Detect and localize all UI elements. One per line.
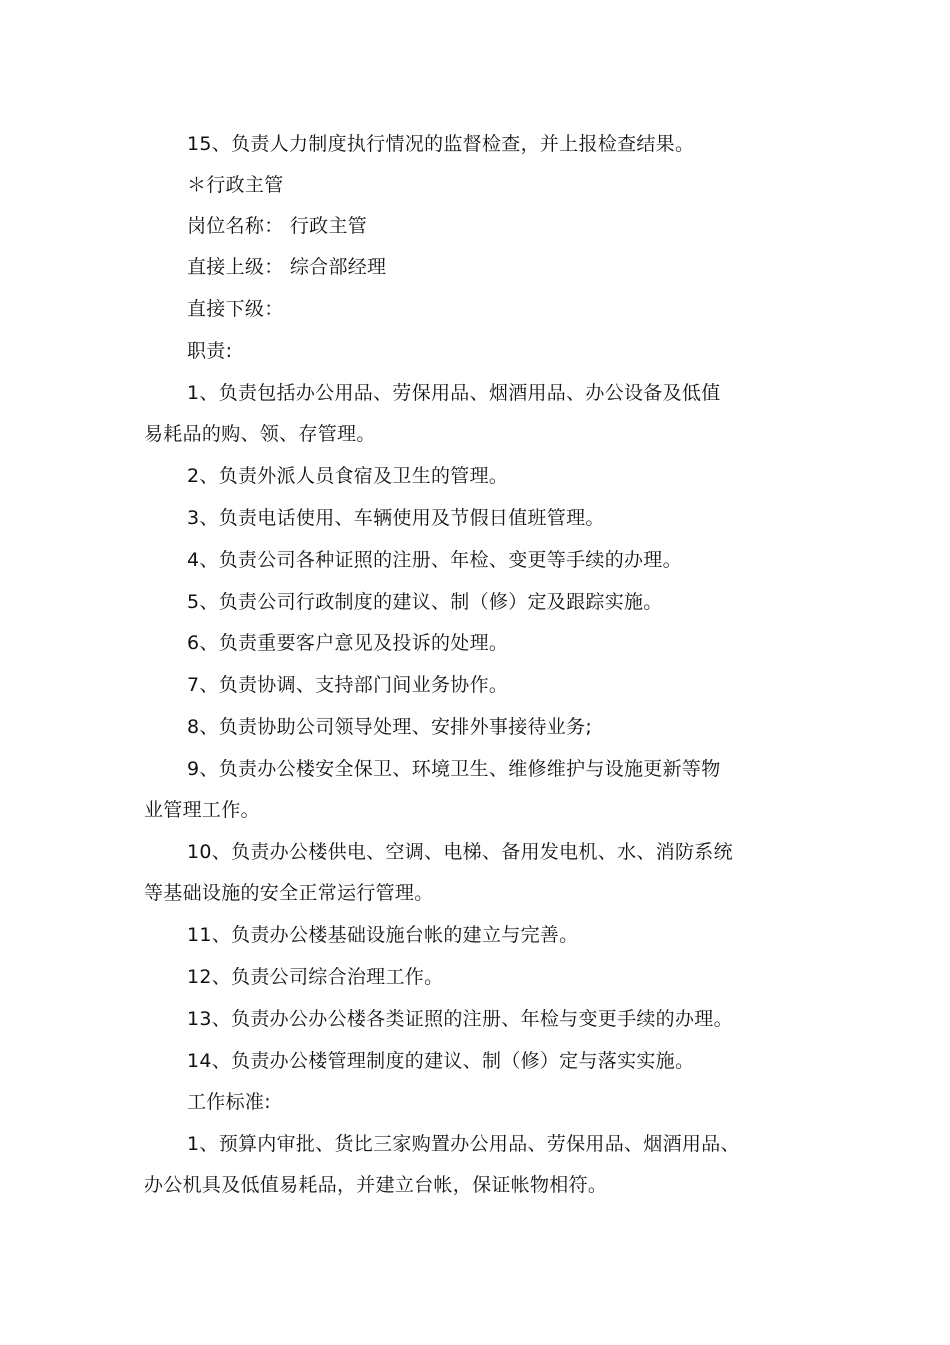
text-line: 9、负责办公楼安全保卫、环境卫生、维修维护与设施更新等物: [187, 758, 721, 780]
text-line: 岗位名称： 行政主管: [187, 215, 368, 237]
text-line: 2、负责外派人员食宿及卫生的管理。: [187, 465, 509, 487]
text-line: ＊行政主管: [187, 174, 284, 196]
text-line: 直接下级：: [187, 298, 284, 320]
text-line: 职责:: [187, 340, 233, 362]
text-line: 10、负责办公楼供电、空调、电梯、备用发电机、水、消防系统: [187, 841, 733, 863]
text-line: 直接上级： 综合部经理: [187, 256, 387, 278]
text-line: 6、负责重要客户意见及投诉的处理。: [187, 632, 509, 654]
text-line: 业管理工作。: [144, 799, 260, 821]
text-line: 4、负责公司各种证照的注册、年检、变更等手续的办理。: [187, 549, 682, 571]
text-line: 12、负责公司综合治理工作。: [187, 966, 444, 988]
text-line: 易耗品的购、领、存管理。: [144, 423, 376, 445]
text-line: 5、负责公司行政制度的建议、制（修）定及跟踪实施。: [187, 591, 663, 613]
text-line: 8、负责协助公司领导处理、安排外事接待业务;: [187, 716, 593, 738]
text-line: 15、负责人力制度执行情况的监督检查，并上报检查结果。: [187, 133, 695, 155]
text-line: 14、负责办公楼管理制度的建议、制（修）定与落实实施。: [187, 1050, 695, 1072]
text-line: 办公机具及低值易耗品，并建立台帐，保证帐物相符。: [144, 1174, 608, 1196]
text-line: 1、负责包括办公用品、劳保用品、烟酒用品、办公设备及低值: [187, 382, 721, 404]
text-line: 1、预算内审批、货比三家购置办公用品、劳保用品、烟酒用品、: [187, 1133, 740, 1155]
text-line: 3、负责电话使用、车辆使用及节假日值班管理。: [187, 507, 605, 529]
text-line: 7、负责协调、支持部门间业务协作。: [187, 674, 509, 696]
text-line: 等基础设施的安全正常运行管理。: [144, 882, 434, 904]
text-line: 工作标准:: [187, 1091, 271, 1113]
text-line: 13、负责办公办公楼各类证照的注册、年检与变更手续的办理。: [187, 1008, 733, 1030]
text-line: 11、负责办公楼基础设施台帐的建立与完善。: [187, 924, 579, 946]
